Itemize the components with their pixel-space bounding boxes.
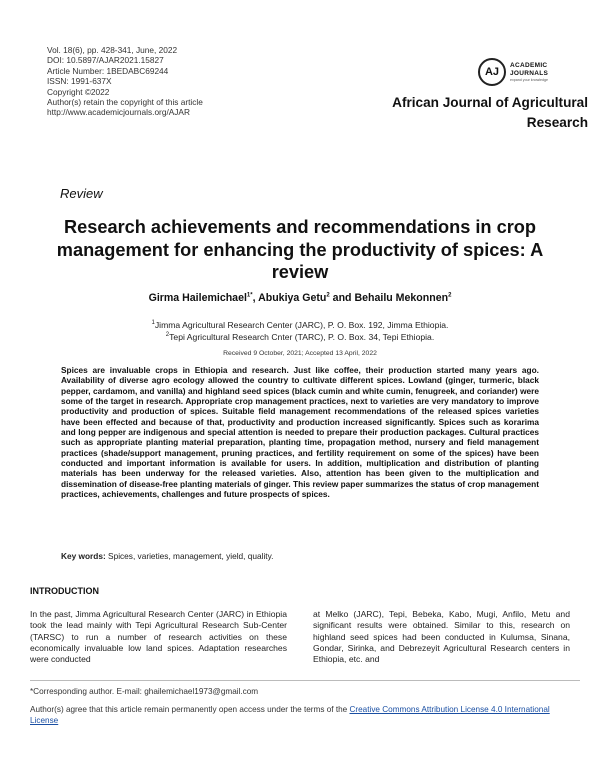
affiliation xyxy=(0,320,600,332)
abstract: Spices are invaluable crops in Ethiopia and research. Just like coffee, their production started many years ago. Availability of diverse agro ecology allowed the country to cultivate different spices. Lowland (ginger, turmeric, black pepper, cardamom, and vanilla) and highland seed spices (black cumin and white cumin, fenugreek, and coriander) were some of the target in research. Appropriate crop management practices, next to varieties are very mandatory to improve productivity and production of spices. Suitable field management recommendations of the released spices varieties have been effected and because of that, productivity and production increased significantly. Spices such as korarima and long pepper are indigenous and special attention is needed to prepare their production packages. Cultural practices such as appropriate planting material preparation, planting time, propagation method, nursery and field management practices (shade/support management, pruning practices, and fertility requirement on some of the spices) have been conducted and important information is available for users. In addition, multiplication and distribution of planting materials has been underway for the released varieties. Also, attention has been given to the multiplication and dissemination of disease-free planting materials of ginger. This review paper summarizes the status of crop management practices, achievements, challenges and future prospects of spices. xyxy=(61,365,539,500)
logo-name xyxy=(510,62,548,77)
license-note xyxy=(30,704,580,726)
corresponding-author: *Corresponding author. E-mail: ghailemichael1973@gmail.com xyxy=(30,687,259,696)
issn: ISSN: 1991-637X xyxy=(47,76,112,87)
author-separator: and xyxy=(329,292,355,304)
publisher-logo xyxy=(478,58,588,92)
author-sup: 2 xyxy=(326,292,330,299)
affiliation xyxy=(0,332,600,344)
doi: DOI: 10.5897/AJAR2021.15827 xyxy=(47,55,164,66)
journal-title xyxy=(348,93,588,133)
affiliations xyxy=(0,320,600,343)
affiliation-text: Tepi Agricultural Research Cnter (TARC), P. O. Box. 34, Tepi Ethiopia. xyxy=(169,331,435,342)
affiliation-text: Jimma Agricultural Research Center (JARC), P. O. Box. 192, Jimma Ethiopia. xyxy=(154,320,449,330)
journal-title-line1: African Journal of Agricultural xyxy=(392,95,588,110)
article-meta xyxy=(47,45,203,118)
keywords-list: Spices, varieties, management, yield, quality. xyxy=(105,551,274,561)
logo-name-line1: ACADEMIC xyxy=(510,62,548,69)
introduction-heading: INTRODUCTION xyxy=(30,586,99,596)
author-sup: 1* xyxy=(246,292,253,299)
license-text: Author(s) agree that this article remain permanently open access under the terms of the xyxy=(30,705,350,714)
journal-title-line2: Research xyxy=(526,115,588,130)
affiliation-sup: 1 xyxy=(151,320,155,327)
received-accepted-dates: Received 9 October, 2021; Accepted 13 April, 2022 xyxy=(223,350,377,357)
article-number: Article Number: 1BEDABC69244 xyxy=(47,65,169,76)
logo-tagline: expand your knowledge xyxy=(510,78,548,82)
intro-left-column: In the past, Jimma Agricultural Research Center (JARC) in Ethiopia took the lead mainly with Tepi Agricultural Research Sub-Center (TARSC) to run a number of research activities on these economically invaluable low land spices. Adaptation researches were conducted xyxy=(30,609,287,665)
author-sup: 2 xyxy=(448,292,452,299)
author-name: Abukiya Getu xyxy=(258,292,327,304)
author-list xyxy=(0,292,600,304)
affiliation-sup: 2 xyxy=(165,331,170,338)
keywords xyxy=(61,551,273,561)
volume-info: Vol. 18(6), pp. 428-341, June, 2022 xyxy=(47,45,178,55)
article-type: Review xyxy=(60,186,103,201)
author-name: Behailu Mekonnen xyxy=(354,292,449,304)
copyright: Copyright ©2022 xyxy=(47,86,110,97)
intro-right-column: at Melko (JARC), Tepi, Bebeka, Kabo, Mugi, Anfilo, Metu and significant results were obtained. Similar to this, research on highland seed spices had been conducted in Kulumsa, Sinana, Gondar, Sirinka, and Debrezeyit Agricultural Research centers in Ethiopia, etc. and xyxy=(313,609,570,665)
logo-name-line2: JOURNALS xyxy=(510,69,549,77)
article-title: Research achievements and recommendations in crop management for enhancing the productivity of spices: A review xyxy=(56,217,544,282)
journal-url[interactable]: http://www.academicjournals.org/AJAR xyxy=(47,107,190,118)
author-separator: , xyxy=(252,292,259,304)
license-link[interactable]: Creative Commons Attribution License 4.0 International License xyxy=(30,705,550,725)
footnotes xyxy=(30,680,580,726)
logo-mark: AJ xyxy=(478,58,506,86)
copyright-note: Author(s) retain the copyright of this article xyxy=(47,97,203,108)
keywords-label: Key words: xyxy=(61,551,106,561)
author-name: Girma Hailemichael xyxy=(148,292,247,304)
